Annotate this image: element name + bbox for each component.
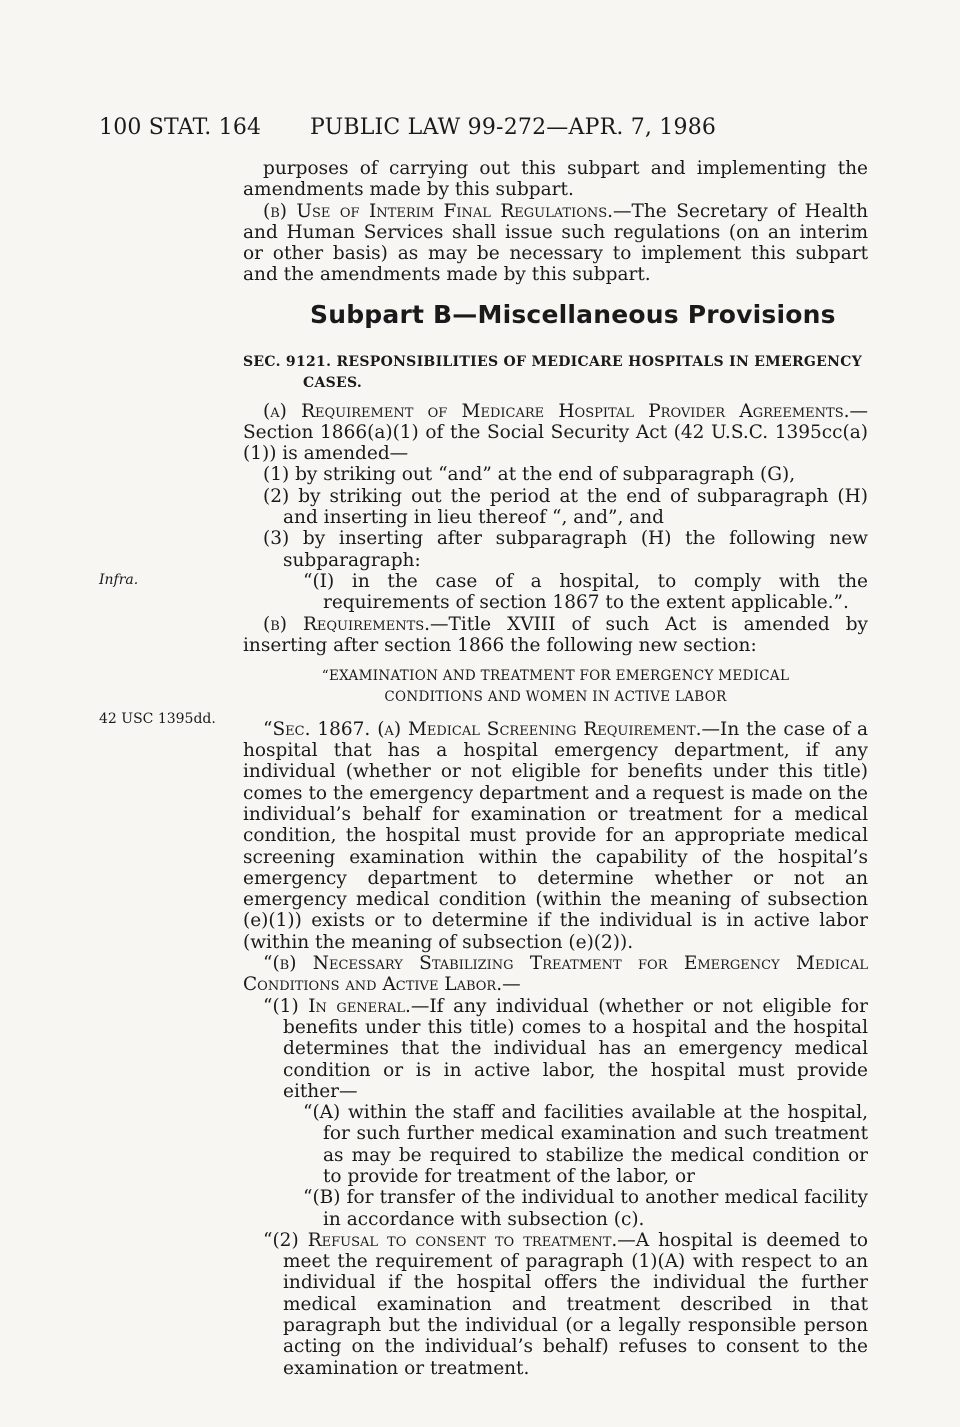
paragraph-heading: (a) Medical Screening Requirement. (377, 718, 702, 740)
paragraph-interim-regulations (243, 201, 868, 286)
paragraph-b1 (243, 996, 868, 1102)
paragraph-dash: — (502, 974, 521, 996)
paragraph-b (243, 614, 868, 657)
page-law-title: PUBLIC LAW 99-272—APR. 7, 1986 (310, 115, 717, 140)
paragraph-heading: “(2) Refusal to consent to treatment. (263, 1229, 618, 1251)
subpart-title: Subpart B—Miscellaneous Provisions (310, 300, 836, 329)
paragraph-a2: (2) by striking out the period at the end of subparagraph (H) and inserting in lieu thereof “, and”, and (263, 485, 868, 529)
new-section-heading-line2: CONDITIONS AND WOMEN IN ACTIVE LABOR (384, 689, 727, 706)
paragraph-continued: purposes of carrying out this subpart and implementing the amendments made by this subpart. (243, 158, 868, 201)
section-heading: SEC. 9121. RESPONSIBILITIES OF MEDICARE HOSPITALS IN EMERGENCY CASES. (243, 354, 862, 392)
paragraph-text: —If any individual (whether or not eligible for benefits under this title) comes to a hospital and the hospital determines that the individual has an emergency medical condition or is in active labor, the hospital must provide either— (283, 995, 868, 1102)
top-text-block (243, 158, 868, 286)
paragraph-sec1867-a (243, 719, 868, 953)
paragraph-heading: (b) Requirements. (263, 613, 431, 635)
paragraph-text: —In the case of a hospital that has a hospital emergency department, if any individual (whether or not eligible for benefits under this title) comes to the emergency department and a request is made on the individual’s behalf for examination or treatment for a medical condition, the hospital must provide for an appropriate medical screening examination within the capability of the hospital’s emergency department to determine whether or not an emergency medical condition (within the meaning of subsection (e)(1)) exists or to determine if the individual is in active labor (within the meaning of subsection (e)(2)). (243, 718, 868, 953)
paragraph-aI: “(I) in the case of a hospital, to comply with the requirements of section 1867 to the extent applicable.”. (303, 570, 868, 614)
paragraph-b1A: “(A) within the staff and facilities available at the hospital, for such further medical examination and such treatment as may be required to stabilize the medical condition or to provide for treatment of the labor, or (303, 1102, 868, 1187)
paragraph-b2 (243, 1230, 868, 1379)
paragraph-a (243, 401, 868, 465)
paragraph-text: —Title XVIII of such Act is amended by inserting after section 1866 the following new section: (243, 613, 868, 656)
paragraph-heading: (a) Requirement of Medicare Hospital Provider Agreements. (263, 400, 850, 422)
main-text-block (243, 352, 868, 1379)
page-stat-number: 100 STAT. 164 (99, 115, 262, 140)
paragraph-heading: “(b) Necessary Stabilizing Treatment for Emergency Medical Conditions and Active Labor. (243, 953, 868, 996)
paragraph-text: —The Secretary of Health and Human Services shall issue such regulations (on an interim or other basis) as may be necessary to implement this subpart and the amendments made by this subpart. (243, 200, 868, 286)
paragraph-heading: (b) Use of Interim Final Regulations. (263, 200, 614, 222)
section-lead: “Sec. 1867. (263, 718, 378, 740)
paragraph-text: —Section 1866(a)(1) of the Social Security Act (42 U.S.C. 1395cc(a)(1)) is amended— (243, 400, 868, 465)
paragraph-text: —A hospital is deemed to meet the requirement of paragraph (1)(A) with respect to an individual if the hospital offers the individual the further medical examination and treatment described in that paragraph but the individual (or a legally responsible person acting on the individual’s behalf) refuses to consent to the examination or treatment. (283, 1229, 869, 1379)
paragraph-a1: (1) by striking out “and” at the end of subparagraph (G), (263, 464, 796, 486)
margin-note-infra: Infra. (99, 572, 139, 588)
new-section-heading-line1: “EXAMINATION AND TREATMENT FOR EMERGENCY MEDICAL (321, 668, 790, 685)
paragraph-sec1867-b (243, 953, 868, 996)
paragraph-b1B: “(B) for transfer of the individual to another medical facility in accordance with subsection (c). (303, 1187, 868, 1230)
paragraph-heading: “(1) In general. (263, 995, 411, 1017)
paragraph-a3: (3) by inserting after subparagraph (H) the following new subparagraph: (263, 528, 868, 571)
margin-note-usc: 42 USC 1395dd. (99, 711, 216, 727)
